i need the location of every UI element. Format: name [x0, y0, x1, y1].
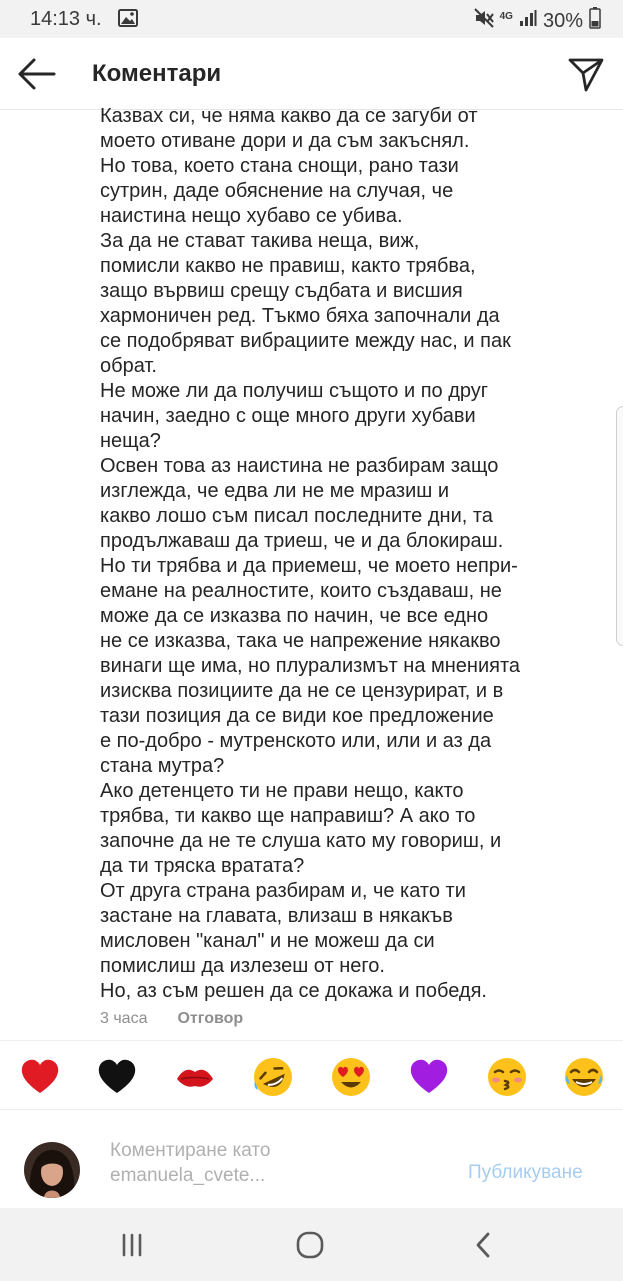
avatar — [24, 1142, 80, 1198]
heart-eyes-face-icon — [329, 1055, 373, 1099]
page-title: Коментари — [92, 60, 222, 87]
comment-line: тази позиция да се види кое предложение — [100, 705, 494, 727]
comment-line: изисква позициите да не се цензурират, и в — [100, 680, 504, 702]
black-heart-icon — [95, 1055, 139, 1099]
comment-line: Казвах си, че няма какво да се загуби от — [100, 105, 478, 127]
comment-composer — [0, 1112, 623, 1208]
recent-apps-icon — [112, 1228, 152, 1262]
comment-line: да ти тряска вратата? — [100, 855, 305, 877]
comment-line: Но, аз съм решен да се докажа и победя. — [100, 980, 487, 1002]
signal-icon — [519, 9, 537, 33]
battery-percent: 30% — [542, 9, 583, 32]
comment-line: неща? — [100, 430, 161, 452]
kiss-mark-icon — [173, 1055, 217, 1099]
comment-line: емане на реалностите, които създаваш, не — [100, 580, 502, 602]
chevron-left-icon — [464, 1228, 504, 1262]
comment-line: какво лошо съм писал последните дни, та — [100, 505, 493, 527]
comment-line: мисловен "канал" и не можеш да си — [100, 930, 435, 952]
status-indicators — [474, 7, 601, 35]
comment-line: винаги ще има, но плурализмът на мненията — [100, 655, 521, 677]
rofl-emoji-button[interactable] — [251, 1055, 295, 1099]
status-time: 14:13 ч. — [30, 8, 102, 30]
comment-line: От друга страна разбирам и, че като ти — [100, 880, 466, 902]
kiss-mark-emoji-button[interactable] — [173, 1055, 217, 1099]
back-arrow-icon — [14, 54, 60, 94]
home-button[interactable] — [290, 1228, 330, 1262]
comment-line: застане на главата, влизаш в някакъв — [100, 905, 453, 927]
comment-line: стана мутра? — [100, 755, 225, 777]
app-header — [0, 38, 623, 110]
joy-face-icon — [562, 1055, 606, 1099]
red-heart-emoji-button[interactable] — [18, 1055, 62, 1099]
comment-meta — [100, 1010, 243, 1028]
battery-icon — [589, 7, 601, 35]
heart-eyes-emoji-button[interactable] — [329, 1055, 373, 1099]
paper-plane-icon — [566, 54, 606, 94]
network-type: 4G — [499, 11, 513, 22]
comment-line: За да не стават такива неща, виж, — [100, 230, 420, 252]
kissing-face-icon — [485, 1055, 529, 1099]
back-button[interactable] — [14, 54, 60, 94]
comment-line: трябва, ти какво ще направиш? А ако то — [100, 805, 476, 827]
comment-line: може да се изказва по начин, че все едно — [100, 605, 489, 627]
comment-line: Ако детенцето ти не прави нещо, както — [100, 780, 464, 802]
scrollbar-handle[interactable] — [616, 406, 623, 646]
comment-line: наистина нещо хубаво се убива. — [100, 205, 403, 227]
comment-line: обрат. — [100, 355, 157, 377]
gallery-notification-icon — [118, 9, 138, 32]
comment-line: помисли какво не правиш, както трябва, — [100, 255, 476, 277]
mute-icon — [474, 8, 494, 34]
publish-button[interactable]: Публикуване — [468, 1162, 583, 1183]
comment-placeholder-username: emanuela_cvete... — [110, 1165, 266, 1186]
recent-apps-button[interactable] — [112, 1228, 152, 1262]
comment-line: продължаваш да триеш, че и да блокираш. — [100, 530, 504, 552]
joy-emoji-button[interactable] — [562, 1055, 606, 1099]
red-heart-icon — [18, 1055, 62, 1099]
reply-button[interactable]: Отговор — [177, 1010, 244, 1027]
system-navigation-bar — [0, 1208, 623, 1281]
comment-line: хармоничен ред. Тъкмо бяха започнали да — [100, 305, 500, 327]
comment-placeholder-line: Коментиране като — [110, 1140, 271, 1161]
comment-line: изглежда, че едва ли не ме мразиш и — [100, 480, 450, 502]
comment-text — [100, 104, 555, 1004]
comment-line: е по-добро - мутренското или, или и аз да — [100, 730, 492, 752]
comment-line: Но ти трябва и да приемеш, че моето непри- — [100, 555, 518, 577]
comment-line: начин, заедно с още много други хубави — [100, 405, 476, 427]
comment-time: 3 часа — [100, 1010, 148, 1027]
comment-line: помислиш да излезеш от него. — [100, 955, 385, 977]
comment-line: моето отиване дори и да съм закъснял. — [100, 130, 470, 152]
status-bar — [0, 0, 623, 38]
comment-input[interactable] — [110, 1138, 430, 1188]
comment-line: Не може ли да получиш същото и по друг — [100, 380, 489, 402]
kissing-face-emoji-button[interactable] — [485, 1055, 529, 1099]
home-icon — [290, 1228, 330, 1262]
comment-line: сутрин, даде обяснение на случая, че — [100, 180, 454, 202]
black-heart-emoji-button[interactable] — [95, 1055, 139, 1099]
comment-line: започне да не те слуша като му говориш, и — [100, 830, 502, 852]
emoji-reaction-bar — [0, 1040, 623, 1110]
purple-heart-icon — [407, 1055, 451, 1099]
nav-back-button[interactable] — [464, 1228, 504, 1262]
comment-line: не се изказва, така че напрежение някакво — [100, 630, 501, 652]
comment-line: Но това, което стана снощи, рано тази — [100, 155, 459, 177]
comment-line: Освен това аз наистина не разбирам защо — [100, 455, 499, 477]
direct-send-button[interactable] — [566, 54, 606, 94]
comment-line: защо вървиш срещу съдбата и висшия — [100, 280, 463, 302]
comment-line: се подобряват вибрациите между нас, и пак — [100, 330, 511, 352]
rofl-face-icon — [251, 1055, 295, 1099]
purple-heart-emoji-button[interactable] — [407, 1055, 451, 1099]
